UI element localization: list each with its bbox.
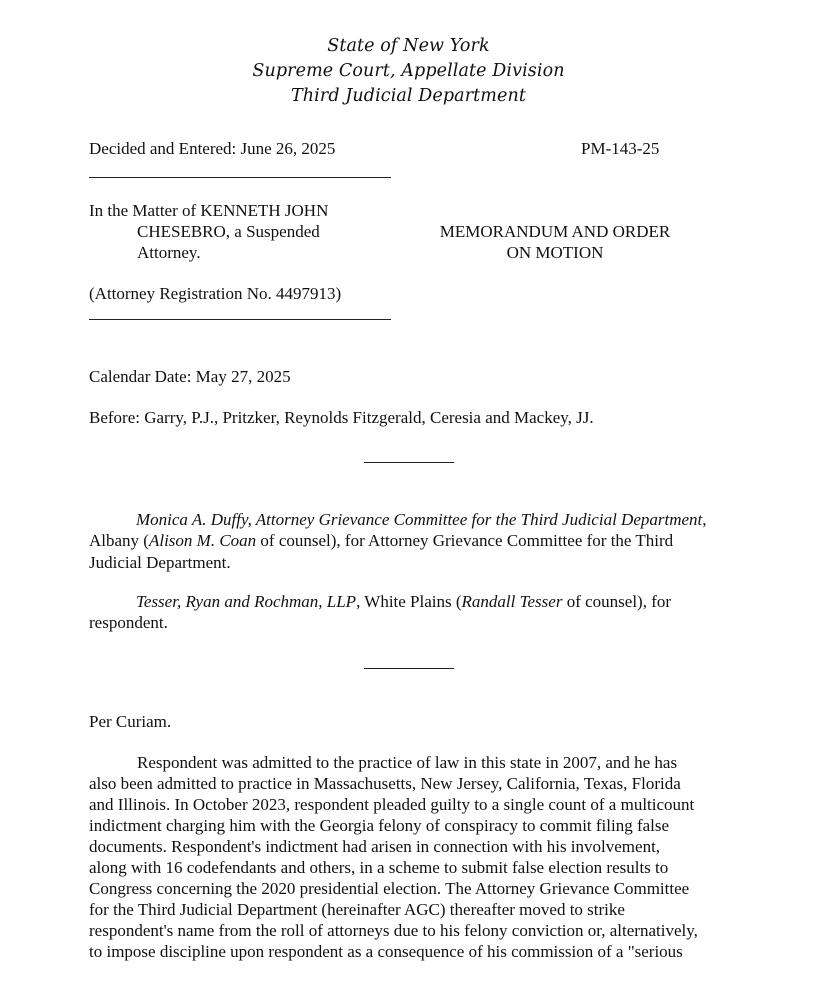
before-panel: Before: Garry, P.J., Pritzker, Reynolds Fitzgerald, Ceresia and Mackey, JJ. (89, 408, 594, 427)
body-line: indictment charging him with the Georgia felony of conspiracy to commit filing false (89, 816, 670, 835)
matter-line-1: In the Matter of KENNETH JOHN (89, 201, 329, 220)
section-divider-1 (364, 462, 454, 463)
order-title-line-2: ON MOTION (506, 243, 604, 262)
court-division-heading: Supreme Court, Appellate Division (252, 61, 565, 81)
body-line: respondent's name from the roll of attorneys due to his felony conviction or, alternatively, (89, 921, 698, 940)
body-line: Congress concerning the 2020 presidential election. The Attorney Grievance Committee (89, 879, 690, 898)
matter-line-3: Attorney. (137, 243, 201, 262)
petitioner-counsel-location: , Albany ( (89, 510, 707, 551)
body-line: also been admitted to practice in Massachusetts, New Jersey, California, Texas, Florida (89, 774, 681, 793)
docket-number: PM-143-25 (581, 139, 660, 158)
matter-line-2: CHESEBRO, a Suspended (137, 222, 320, 241)
petitioner-of-counsel: Alison M. Coan (148, 531, 257, 551)
respondent-of-counsel: Randall Tesser (461, 592, 563, 611)
caption-divider-top (89, 177, 391, 178)
body-line: to impose discipline upon respondent as a consequence of his commission of a "serious (89, 942, 683, 961)
decided-entered-date: Decided and Entered: June 26, 2025 (89, 139, 336, 158)
respondent-counsel-rest: of counsel), for respondent. (89, 592, 672, 633)
section-divider-2 (364, 668, 454, 669)
body-line: for the Third Judicial Department (hereinafter AGC) thereafter moved to strike (89, 900, 625, 919)
body-line: documents. Respondent's indictment had arisen in connection with his involvement, (89, 837, 661, 856)
body-line: and Illinois. In October 2023, respondent pleaded guilty to a single count of a multicount (89, 795, 695, 814)
attorney-registration: (Attorney Registration No. 4497913) (89, 284, 342, 303)
counsel-petitioner (89, 509, 729, 573)
petitioner-counsel-name: Monica A. Duffy, Attorney Grievance Committee for the Third Judicial Department (136, 510, 703, 529)
order-title-line-1: MEMORANDUM AND ORDER (439, 222, 671, 241)
body-line: along with 16 codefendants and others, in a scheme to submit false election results to (89, 858, 669, 877)
respondent-counsel-name: Tesser, Ryan and Rochman, LLP (136, 592, 357, 611)
calendar-date: Calendar Date: May 27, 2025 (89, 367, 291, 386)
caption-divider-bottom (89, 319, 391, 320)
petitioner-counsel-rest: of counsel), for Attorney Grievance Committee for the Third Judicial Department. (89, 531, 674, 572)
respondent-counsel-location: , White Plains ( (356, 592, 462, 611)
body-line: Respondent was admitted to the practice of law in this state in 2007, and he has (137, 753, 678, 772)
court-state-heading: State of New York (327, 36, 490, 56)
counsel-respondent (89, 591, 729, 634)
court-department-heading: Third Judicial Department (291, 86, 526, 106)
per-curiam: Per Curiam. (89, 712, 172, 731)
